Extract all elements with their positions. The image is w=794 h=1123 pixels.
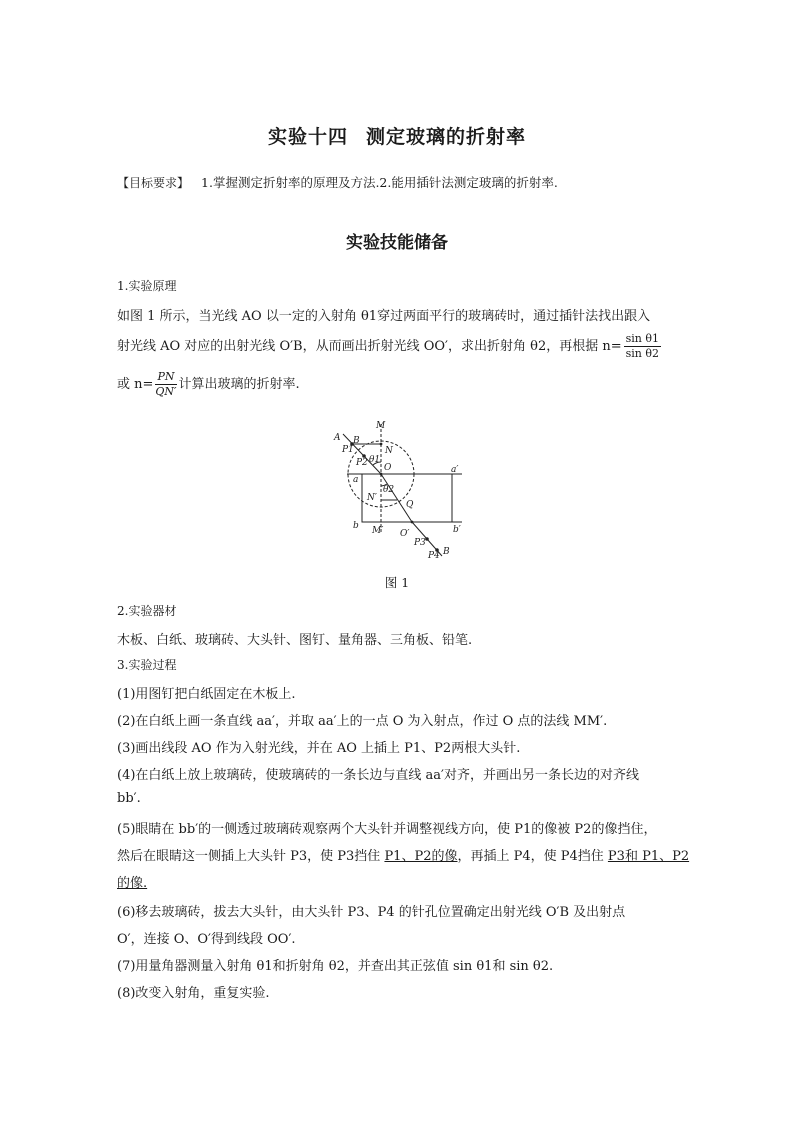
- step-5-blank-2: P3和 P1、P2: [607, 849, 690, 864]
- label-A: A: [334, 433, 341, 443]
- step-5-line-1: (5)眼睛在 bb′的一侧透过玻璃砖观察两个大头针并调整视线方向，使 P1的像被 P2的像挡住，: [117, 822, 657, 837]
- page-title: [0, 122, 794, 149]
- goal-text: 1.掌握测定折射率的原理及方法.2.能用插针法测定玻璃的折射率.: [201, 175, 558, 190]
- step-1: (1)用图钉把白纸固定在木板上.: [117, 687, 296, 702]
- label-theta1: θ1: [369, 455, 381, 465]
- refraction-diagram: [326, 418, 476, 560]
- step-5-line-2: [117, 845, 689, 864]
- label-N-prime: N′: [367, 493, 377, 503]
- label-b-prime: b′: [453, 525, 461, 535]
- step-6-line-2: O′，连接 O、O′得到线段 OO′.: [117, 932, 296, 947]
- label-M-prime: M′: [372, 526, 384, 536]
- title-part-1: 实验十四: [267, 126, 348, 148]
- label-B-top: B: [353, 436, 360, 446]
- formula-sin-ratio: [624, 332, 661, 361]
- step-8: (8)改变入射角，重复实验.: [117, 986, 270, 1001]
- point-o-prime: [411, 521, 414, 524]
- step-5-line-3: [117, 872, 147, 891]
- step-5-blank-2-end: 的像.: [117, 876, 148, 891]
- principle-line-3: [117, 370, 300, 399]
- heading-principle: 1.实验原理: [117, 279, 177, 293]
- label-a-prime: a′: [451, 465, 459, 475]
- label-O: O: [384, 463, 392, 473]
- title-part-2: 测定玻璃的折射率: [366, 126, 527, 148]
- label-P2: P2: [356, 458, 368, 468]
- step-4-line-2: bb′.: [117, 791, 141, 806]
- label-M: M: [376, 421, 386, 431]
- formula-sin-numerator: sin θ1: [625, 332, 660, 345]
- goal-paragraph: [117, 173, 558, 191]
- label-theta2: θ2: [383, 485, 395, 495]
- step-5-line-2-pre: 然后在眼睛这一侧插上大头针 P3，使 P3挡住: [117, 849, 385, 864]
- refracted-ray: [381, 474, 412, 522]
- label-b: b: [353, 521, 359, 531]
- step-6-line-1: (6)移去玻璃砖，拔去大头针，由大头针 P3、P4 的针孔位置确定出射光线 O′B 及出射点: [117, 905, 626, 920]
- principle-line-3-suffix: 计算出玻璃的折射率.: [178, 377, 300, 392]
- figure-caption: 图 1: [384, 575, 410, 590]
- step-5-blank-1: P1、P2的像: [384, 849, 458, 864]
- formula-length-numerator: PN: [155, 370, 176, 385]
- step-7: (7)用量角器测量入射角 θ1和折射角 θ2，并查出其正弦值 sin θ1和 sin θ2.: [117, 959, 554, 974]
- principle-line-3-prefix: 或 n=: [117, 377, 154, 392]
- label-N: N: [385, 446, 393, 456]
- formula-sin-denominator: sin θ2: [625, 347, 660, 360]
- label-P1: P1: [342, 445, 354, 455]
- label-P3: P3: [414, 538, 426, 548]
- heading-equipment: 2.实验器材: [117, 604, 177, 618]
- formula-length-ratio: [155, 370, 176, 399]
- label-O-prime: O′: [400, 529, 410, 539]
- point-n: [380, 443, 383, 446]
- principle-line-2-text: 射光线 AO 对应的出射光线 O′B，从而画出折射光线 OO′，求出折射角 θ2，再根据 n=: [117, 339, 622, 354]
- step-3: (3)画出线段 AO 作为入射光线，并在 AO 上插上 P1、P2两根大头针.: [117, 741, 521, 756]
- label-a: a: [353, 475, 359, 485]
- principle-line-2: [117, 332, 663, 361]
- equipment-text: 木板、白纸、玻璃砖、大头针、图钉、量角器、三角板、铅笔.: [117, 633, 473, 648]
- label-Q: Q: [406, 500, 414, 510]
- step-4-line-1: (4)在白纸上放上玻璃砖，使玻璃砖的一条长边与直线 aa′对齐，并画出另一条长边的对齐线: [117, 768, 640, 783]
- goal-tag: 【目标要求】: [117, 176, 190, 190]
- label-P4: P4: [428, 551, 440, 560]
- heading-procedure: 3.实验过程: [117, 658, 177, 672]
- section-title: 实验技能储备: [346, 233, 448, 253]
- formula-length-denominator: QN′: [155, 385, 177, 398]
- principle-line-1: 如图 1 所示，当光线 AO 以一定的入射角 θ1穿过两面平行的玻璃砖时，通过插针法找出跟入: [117, 309, 651, 324]
- label-B-bottom: B: [443, 547, 450, 557]
- step-2: (2)在白纸上画一条直线 aa′，并取 aa′上的一点 O 为入射点，作过 O 点的法线 MM′.: [117, 714, 608, 729]
- step-5-line-2-mid: ，再插上 P4，使 P4挡住: [457, 849, 608, 864]
- point-o: [380, 473, 383, 476]
